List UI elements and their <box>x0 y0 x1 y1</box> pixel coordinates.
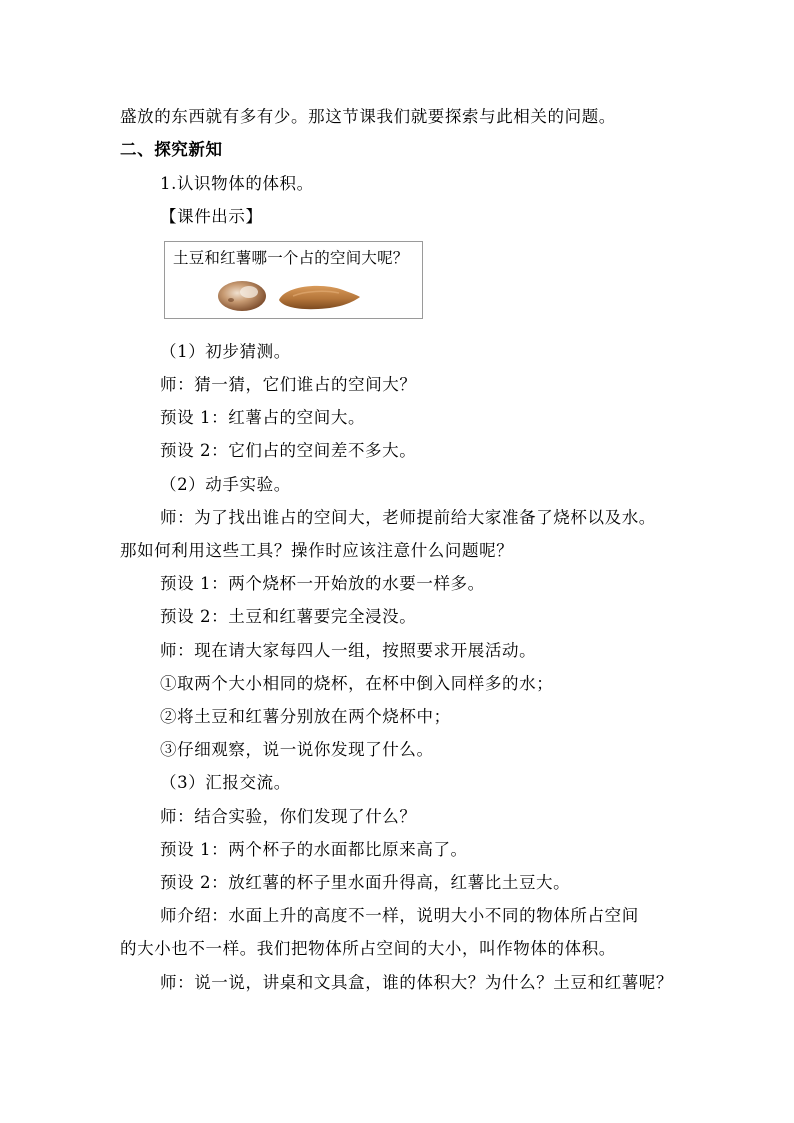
subsection-title: 1.认识物体的体积。 <box>160 174 314 193</box>
preset-2: 预设 2：它们占的空间差不多大。 <box>160 441 417 460</box>
preset-1: 预设 1：红薯占的空间大。 <box>160 408 366 427</box>
instruction-1: ①取两个大小相同的烧杯，在杯中倒入同样多的水； <box>160 674 554 693</box>
teacher-question: 师：说一说，讲桌和文具盒，谁的体积大？为什么？土豆和红薯呢？ <box>160 973 673 992</box>
section-heading: 二、探究新知 <box>120 140 223 159</box>
teacher-introduction-continued: 的大小也不一样。我们把物体所占空间的大小，叫作物体的体积。 <box>120 939 616 958</box>
teacher-introduction: 师介绍：水面上升的高度不一样，说明大小不同的物体所占空间 <box>160 906 639 925</box>
courseware-box <box>164 241 423 319</box>
step-1-heading: （1）初步猜测。 <box>160 342 291 361</box>
potato-icon <box>218 281 266 311</box>
preset-1: 预设 1：两个烧杯一开始放的水要一样多。 <box>160 574 485 593</box>
potato-sweet-potato-illustration <box>213 278 363 314</box>
instruction-2: ②将土豆和红薯分别放在两个烧杯中； <box>160 707 451 726</box>
courseware-question: 土豆和红薯哪一个占的空间大呢？ <box>173 249 409 267</box>
step-3-heading: （3）汇报交流。 <box>160 773 291 792</box>
paragraph-intro-end: 盛放的东西就有多有少。那这节课我们就要探索与此相关的问题。 <box>120 107 616 126</box>
instruction-3: ③仔细观察，说一说你发现了什么。 <box>160 740 434 759</box>
courseware-label: 【课件出示】 <box>160 207 263 226</box>
teacher-line: 师：猜一猜，它们谁占的空间大？ <box>160 375 417 394</box>
preset-1: 预设 1：两个杯子的水面都比原来高了。 <box>160 840 468 859</box>
preset-2: 预设 2：放红薯的杯子里水面升得高，红薯比土豆大。 <box>160 873 571 892</box>
teacher-line-continued: 那如何利用这些工具？操作时应该注意什么问题呢？ <box>120 541 514 560</box>
step-2-heading: （2）动手实验。 <box>160 475 291 494</box>
teacher-line: 师：结合实验，你们发现了什么？ <box>160 807 417 826</box>
teacher-line: 师：为了找出谁占的空间大，老师提前给大家准备了烧杯以及水。 <box>160 508 656 527</box>
sweet-potato-icon <box>279 286 360 309</box>
teacher-line: 师：现在请大家每四人一组，按照要求开展活动。 <box>160 641 537 660</box>
preset-2: 预设 2：土豆和红薯要完全浸没。 <box>160 607 417 626</box>
